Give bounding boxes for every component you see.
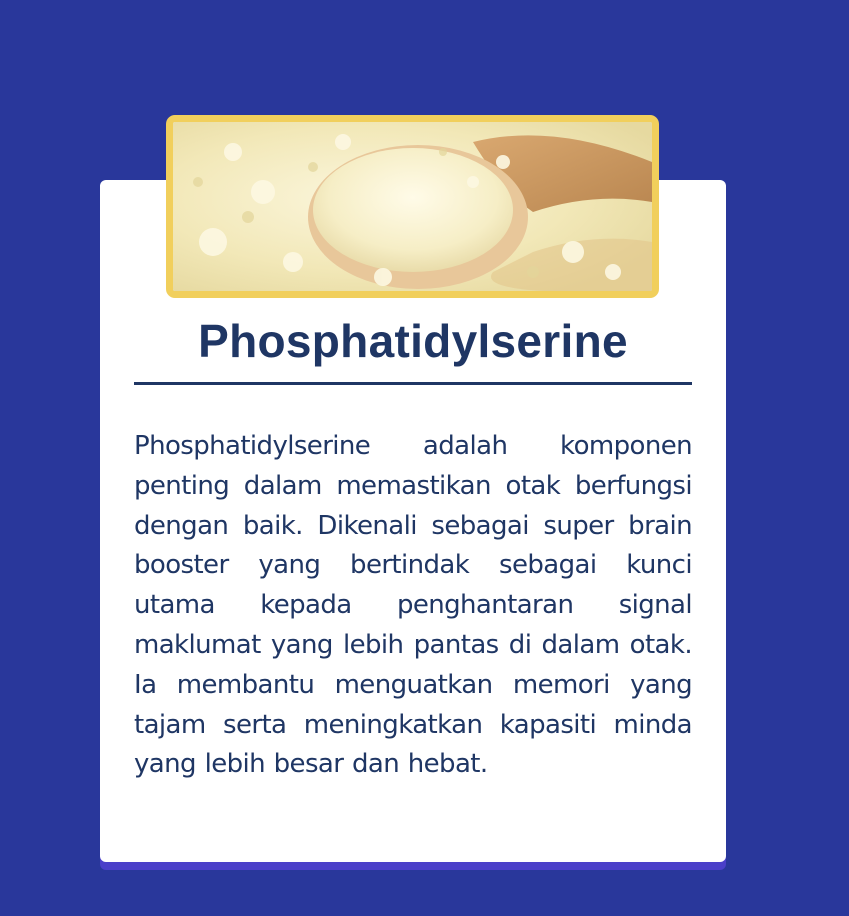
card-description: Phosphatidylserine adalah komponen penting dalam memastikan otak berfungsi dengan baik. Dikenali sebagai super brain booster yang bertindak sebagai kunci utama kepada penghantaran signal maklumat yang lebih pantas di dalam otak. Ia membantu menguatkan memori yang tajam serta meningkatkan kapasiti minda yang lebih besar dan hebat.	[134, 431, 692, 780]
product-photo	[166, 115, 659, 298]
card-title: Phosphatidylserine	[198, 315, 628, 367]
title-divider	[134, 382, 692, 385]
powder-spoon-image	[173, 122, 652, 291]
